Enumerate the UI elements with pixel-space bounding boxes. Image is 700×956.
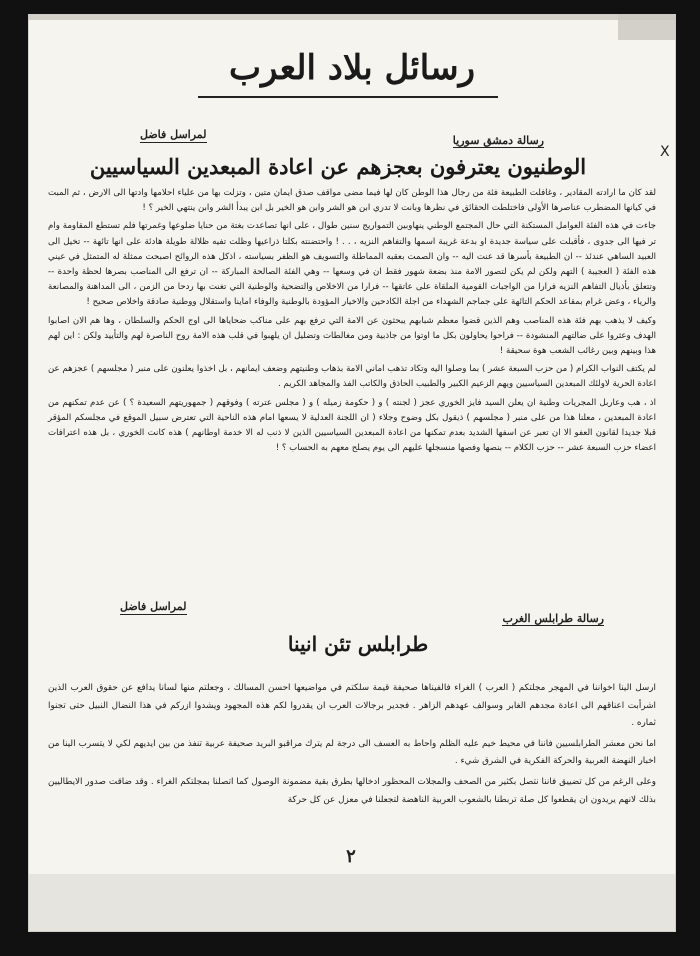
- tape-strip: [28, 14, 676, 20]
- document-page: [28, 14, 676, 932]
- article-place: رسالة دمشق سوريا: [452, 134, 544, 147]
- correspondent-label: لمراسل فاضل: [140, 128, 207, 141]
- correspondent-label: لمراسل فاضل: [120, 600, 187, 613]
- tape-strip: [618, 14, 676, 40]
- article-place: رسالة طرابلس الغرب: [502, 612, 604, 625]
- article-headline: طرابلس تئن انينا: [287, 632, 429, 656]
- article-headline: الوطنيون يعترفون بعجزهم عن اعادة المبعدين السياسيين: [89, 154, 587, 179]
- margin-mark: X: [660, 144, 670, 160]
- article-paragraph: اما نحن معشر الطرابلسيين فاننا في محيط خيم عليه الظلم واحاط به العسف الى درجة لم يترك مراقبو البريد صحيفة عربية تنفذ من بين ايديهم لكي لا يتسرب الينا من اخبار النهضة العربية والحركة الفكرية في الشرق شيء .: [48, 738, 656, 767]
- article-paragraph: جاءت في هذه الفئة العوامل المستكنة التي حال المجتمع الوطني ينهاوبين التمواريج سنين طوال ، على انها تصاعدت بغتة من حنايا ضلوعها وغمرتها فلم تستطع المقاومة وام تر فيها الى جدوى ، فأقبلت على سياسة جديدة او بدعة غريبة اسمها والتفاهم النزيه ، . . ! واحتضنته بكلتا ذراعيها وظلت تفيه ظلالة طويلة هادئة على انها تائهة -- تخيل الى العبيد الساهي عندئذ -- ان الطبيعة بأسرها قد عنت اليه -- وان الصمت بعقبه المماطلة والتسويف هو الظفر بسياسته ، اذكل هذه الروائح اصبحت ممثلة له المتمثل في عيني هذه الفئة ( العجيبة ) التهم ولكن لم يكن لتصور الامة منذ بضعة شهور فقط ان في وسعها -- وهي الفئة الصالحة المباركة -- ان ترفع الى المناصب بصرها لحظة واحدة -- وتتعلق بأذيال التفاهم النزيه فرارا من الواجبات القومية الملقاة على عاتقها -- فرارا من الاخلاص والتضحية والوطنية التي تغنت بها ردحا من الزمن ، الى المداهنة والمصانعة والرياء ، وعض غرام بمقاعد الحكم التائهة على جماجم الشهداء من اجلة الكادحين والاخيار المؤودة بالوطنية والوفاء اماينا واستقلال ووطنية صادقة واخلاص صحيح !: [48, 221, 656, 308]
- article-paragraph: وكيف لا يذهب بهم فئة هذه المناصب وهم الذين قضوا معظم شبابهم يبحثون عن الامة التي ترفع بهم على مناكب ضحاياها الى اوج الحكم والسلطان ، وها هم الان اصابوا الهدف وعثروا على ضالتهم المنشودة -- فراحوا يحاولون بكل ما اوتوا من جاذبية ومن مغالطات وتضليل ان يلهبوا في قلب هذه الامة روح الناصرة لهم والتأييد ولكن : اين لهم هذا وبينهم وبين رغائب الشعب هوة سحيقة !: [48, 315, 656, 357]
- page-number: ٢: [346, 846, 356, 867]
- article-body: [48, 186, 656, 459]
- article-body: [48, 680, 656, 812]
- masthead-title: رسائل بلاد العرب: [228, 48, 476, 88]
- tape-strip: [28, 874, 676, 932]
- article-paragraph: وعلى الرغم من كل تضييق فاننا نتصل بكثير من الصحف والمجلات المحظور ادخالها بطرق بقية مضمونة الوصول كما اتصلنا بمجلتكم الغراء . وقد ضاقت صدور الايطاليين بذلك لانهم يريدون ان يقطعوا كل صلة تربطنا بالشعوب العربية الناهضة لتجعلنا في معزل عن كل حركة: [48, 776, 656, 805]
- masthead-underline: [198, 96, 498, 98]
- article-paragraph: ارسل الينا اخواننا في المهجر مجلتكم ( العرب ) الغراء فالفيناها صحيفة قيمة سلكتم في مواضيعها احسن المسالك ، وجعلتم منها لسانا يدافع عن حقوق العرب الذين اشرأبت اعناقهم الى اعادة مجدهم الغابر وسوالف عهدهم الزاهر . فجدير برجالات العرب ان يقدروا لكم هذه المجهود ويشدوا ازركم في هذا النضال النبيل حتى تجنوا ثماره .: [48, 683, 656, 729]
- article-paragraph: اذ ، هب وعاربل المجريات وطنية ان يعلن السيد فايز الخوري عجز ( لجنته ) و ( حكومة زميله ) و ( مجلس عترته ) وفوقهم ( جمهوريتهم السعيدة ؟ ) عن عدم تمكنهم من اعادة المبعدين ، معلنا هذا من على منبر ( مجلسهم ) ذيقول بكل وضوح وجلاء ( ان اللجنة العدلية لا يسعها امام هذه الناحية التي تعترض سبيل الموقع في مجلسكم المؤقر قبلا جديدا لقانون العفو الا ان تعبر عن اسفها الشديد بعدم تمكنها من اعادة المبعدين السياسيين الذين لا ذنب له الا خدمة اوطانهم ) هذه كانت الخوري ، بل هذه اعترافات اعضاء حزب السبعة عشر -- حزب الكلام -- بنصها وفصها منسجلها عليهم الى يوم يصلح معهم به الحساب ؟ !: [48, 397, 656, 454]
- article-paragraph: لم يكتف النواب الكرام ( من حزب السبعة عشر ) بما وصلوا اليه وتكاد تذهب اماني الامة بذهاب وطنيتهم وضعف ايمانهم ، بل اخذوا يعلنون على منبر ( مجلسهم ) عجزهم عن اعادة الحرية لاولئك المبعدين السياسيين ويهم الزعيم الكبير والطبيب الحاذق والكاتب الفذ والمجاهد الكريم .: [48, 364, 656, 390]
- article-paragraph: لقد كان ما ارادته المقادير ، وغافلت الطبيعة فئة من رجال هذا الوطن كان لها فيما مضى مواقف صدق ايمان متين ، وتزلت بها من علياء احلامها وادتها الى الارض ، ثم المبت في كيانها المضطرب عناصرها الأولى فاختلطت الحقائق في نظرها وبانت لا تدري ابن هو الشر وابن هو الخير بل ابن يبدأ الشر وابن ينتهي الخير ؟ !: [48, 188, 656, 214]
